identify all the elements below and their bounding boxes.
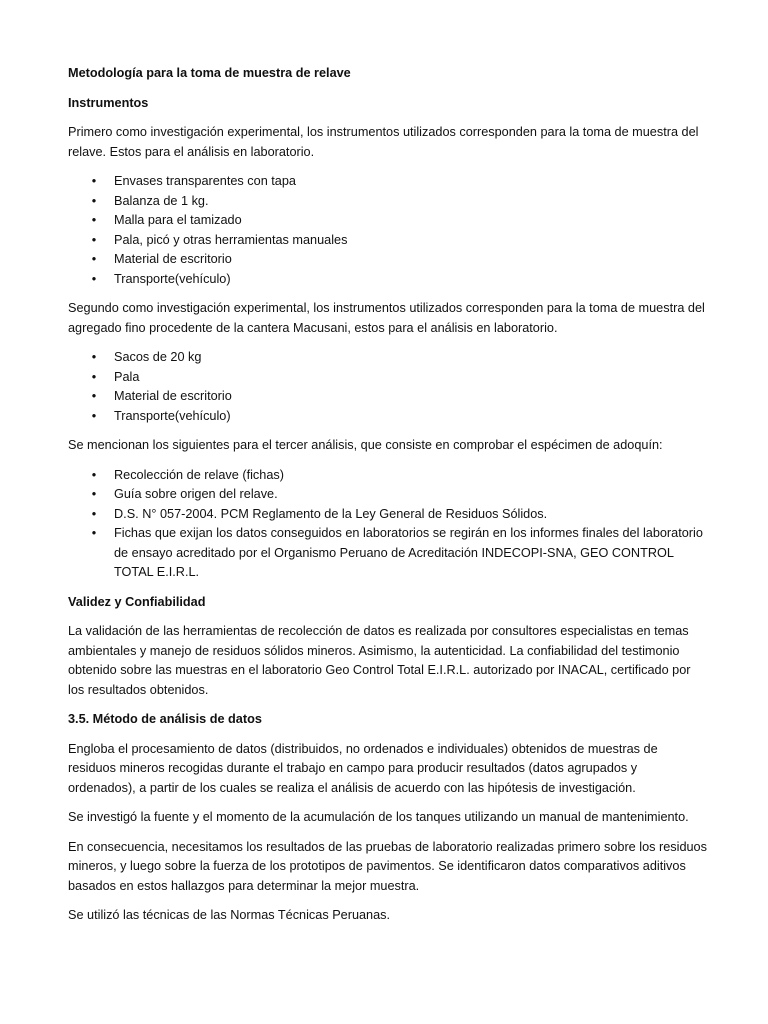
list-item: • Transporte(vehículo) (68, 407, 708, 427)
list-item: • Fichas que exijan los datos conseguidos en laboratorios se regirán en los informes finales del laboratorio de ensayo acreditado por el Organismo Peruano de Acreditación INDECOPI-SNA, GEO CONTROL TOTAL E.I.R.L. (68, 524, 708, 583)
list-item: • D.S. N° 057-2004. PCM Reglamento de la Ley General de Residuos Sólidos. (68, 505, 708, 525)
bullet-icon: • (91, 467, 97, 482)
list-item: • Material de escritorio (68, 250, 708, 270)
paragraph-metodo-2: Se investigó la fuente y el momento de la acumulación de los tanques utilizando un manual de mantenimiento. (68, 810, 689, 824)
bullet-icon: • (91, 232, 97, 247)
list-item: • Recolección de relave (fichas) (68, 466, 708, 486)
bullet-icon: • (91, 408, 97, 423)
document-title: Metodología para la toma de muestra de relave (68, 66, 351, 80)
paragraph-metodo-1: Engloba el procesamiento de datos (distribuidos, no ordenados e individuales) obtenidos de muestras de residuos mineros recogidas durante el trabajo en campo para producir resultados (datos agrupados y ordenados), a partir de los cuales se realiza el análisis de acuerdo con las hipótesis de investigación. (68, 741, 658, 795)
bullet-icon: • (91, 487, 97, 501)
bullet-icon: • (91, 389, 97, 403)
bullet-icon: • (91, 193, 97, 208)
list-instrumentos-relave (68, 172, 708, 289)
bullet-icon: • (91, 350, 97, 364)
bullet-icon: • (91, 369, 97, 384)
paragraph-instrumentos-1: Primero como investigación experimental, los instrumentos utilizados corresponden para la toma de muestra del relave. Estos para el análisis en laboratorio. (68, 125, 699, 159)
list-item: • Material de escritorio (68, 387, 708, 407)
list-item: • Transporte(vehículo) (68, 270, 708, 290)
paragraph-metodo-4: Se utilizó las técnicas de las Normas Técnicas Peruanas. (68, 908, 391, 922)
list-item: • Balanza de 1 kg. (68, 192, 708, 212)
heading-validez: Validez y Confiabilidad (68, 594, 206, 609)
heading-instrumentos: Instrumentos (68, 95, 149, 110)
paragraph-instrumentos-3: Se mencionan los siguientes para el tercer análisis, que consiste en comprobar el espécimen de adoquín: (68, 438, 663, 452)
list-item: • Sacos de 20 kg (68, 348, 708, 368)
paragraph-metodo-3: En consecuencia, necesitamos los resultados de las pruebas de laboratorio realizadas primero sobre los residuos mineros, y luego sobre la fuerza de los prototipos de pavimentos. Se identificaron datos comparativos aditivos basados en estos hallazgos para determinar la mejor muestra. (68, 839, 707, 893)
bullet-icon: • (91, 174, 97, 188)
list-item: • Pala (68, 368, 708, 388)
bullet-icon: • (91, 271, 97, 286)
bullet-icon: • (91, 506, 97, 521)
list-item: • Envases transparentes con tapa (68, 172, 708, 192)
list-instrumentos-agregado (68, 348, 708, 426)
paragraph-validez-1: La validación de las herramientas de recolección de datos es realizada por consultores especialistas en temas ambientales y manejo de residuos sólidos mineros. Asimismo, la autenticidad. La confiabilidad del testimonio obtenido sobre las muestras en el laboratorio Geo Control Total E.I.R.L. autorizado por INACAL, certificado por los resultados obtenidos. (68, 624, 691, 697)
paragraph-instrumentos-2: Segundo como investigación experimental, los instrumentos utilizados corresponden para la toma de muestra del agregado fino procedente de la cantera Macusani, estos para el análisis en laboratorio. (68, 301, 705, 335)
list-item: • Pala, picó y otras herramientas manuales (68, 231, 708, 251)
bullet-icon: • (91, 213, 97, 227)
list-item: • Guía sobre origen del relave. (68, 485, 708, 505)
list-tercer-analisis (68, 466, 708, 583)
heading-metodo: 3.5. Método de análisis de datos (68, 712, 262, 726)
bullet-icon: • (91, 526, 97, 540)
list-item: • Malla para el tamizado (68, 211, 708, 231)
bullet-icon: • (91, 252, 97, 266)
